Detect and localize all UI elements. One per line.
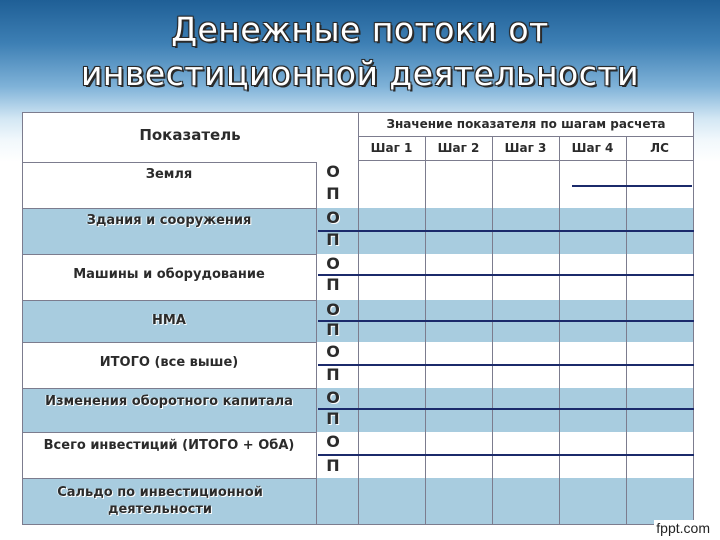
sep-8	[22, 478, 316, 479]
op-line-6	[318, 408, 694, 410]
vline-step2	[425, 136, 426, 525]
vline-label	[316, 162, 317, 525]
row-label-machinery: Машины и оборудование	[73, 267, 265, 282]
op-line-5	[318, 364, 694, 366]
row-label-buildings: Здания и сооружения	[86, 213, 252, 228]
mark-o-6: О	[326, 388, 340, 407]
header-bottom	[358, 160, 694, 161]
header-sep	[358, 136, 694, 137]
op-line-4	[318, 320, 694, 322]
mark-p-4: П	[326, 320, 340, 339]
step-2-header: Шаг 2	[437, 141, 480, 155]
mark-p-5: П	[326, 365, 340, 384]
mark-p-6: П	[326, 409, 340, 428]
indicator-header: Показатель	[139, 126, 241, 144]
sep-4	[22, 300, 316, 301]
op-line-3	[318, 274, 694, 276]
mark-o-5: О	[326, 342, 340, 361]
sep-1	[22, 162, 316, 163]
slide-title	[0, 8, 720, 96]
vline-step4	[559, 136, 560, 525]
mark-p-3: П	[326, 275, 340, 294]
sep-5	[22, 342, 316, 343]
mark-o-2: О	[326, 208, 340, 227]
op-line-2	[318, 230, 694, 232]
ls-header: ЛС	[650, 141, 669, 155]
vline-step3	[492, 136, 493, 525]
mark-p-7: П	[326, 456, 340, 475]
slide-title-line2: инвестиционной деятельности	[80, 54, 640, 93]
row-label-total: ИТОГО (все выше)	[99, 355, 239, 370]
sep-7	[22, 432, 316, 433]
mark-p-1: П	[326, 184, 340, 203]
sep-3	[22, 254, 316, 255]
mark-o-1: О	[326, 162, 340, 181]
step-1-header: Шаг 1	[370, 141, 413, 155]
border-right	[693, 112, 694, 525]
mark-o-4: О	[326, 300, 340, 319]
sep-6	[22, 388, 316, 389]
sep-2	[22, 208, 316, 209]
op-line-1	[572, 185, 692, 187]
values-header: Значение показателя по шагам расчета	[386, 117, 666, 131]
row-label-land: Земля	[145, 167, 193, 182]
row-label-intangibles: НМА	[152, 313, 186, 328]
step-3-header: Шаг 3	[504, 141, 547, 155]
vline-ls	[626, 136, 627, 525]
vline-values-start	[358, 112, 359, 525]
step-4-header: Шаг 4	[571, 141, 614, 155]
slide-title-line1: Денежные потоки от	[171, 10, 549, 49]
fppt-logo: fppt.com	[656, 520, 710, 536]
mark-p-2: П	[326, 230, 340, 249]
op-line-7	[318, 454, 694, 456]
mark-o-3: О	[326, 254, 340, 273]
cash-flow-table	[22, 112, 694, 525]
row-label-working-capital: Изменения оборотного капитала	[45, 394, 293, 409]
mark-o-7: О	[326, 432, 340, 451]
row-label-total-investment: Всего инвестиций (ИТОГО + ОбА)	[43, 438, 295, 453]
row-label-balance: Сальдо по инвестиционной деятельности	[57, 485, 263, 517]
